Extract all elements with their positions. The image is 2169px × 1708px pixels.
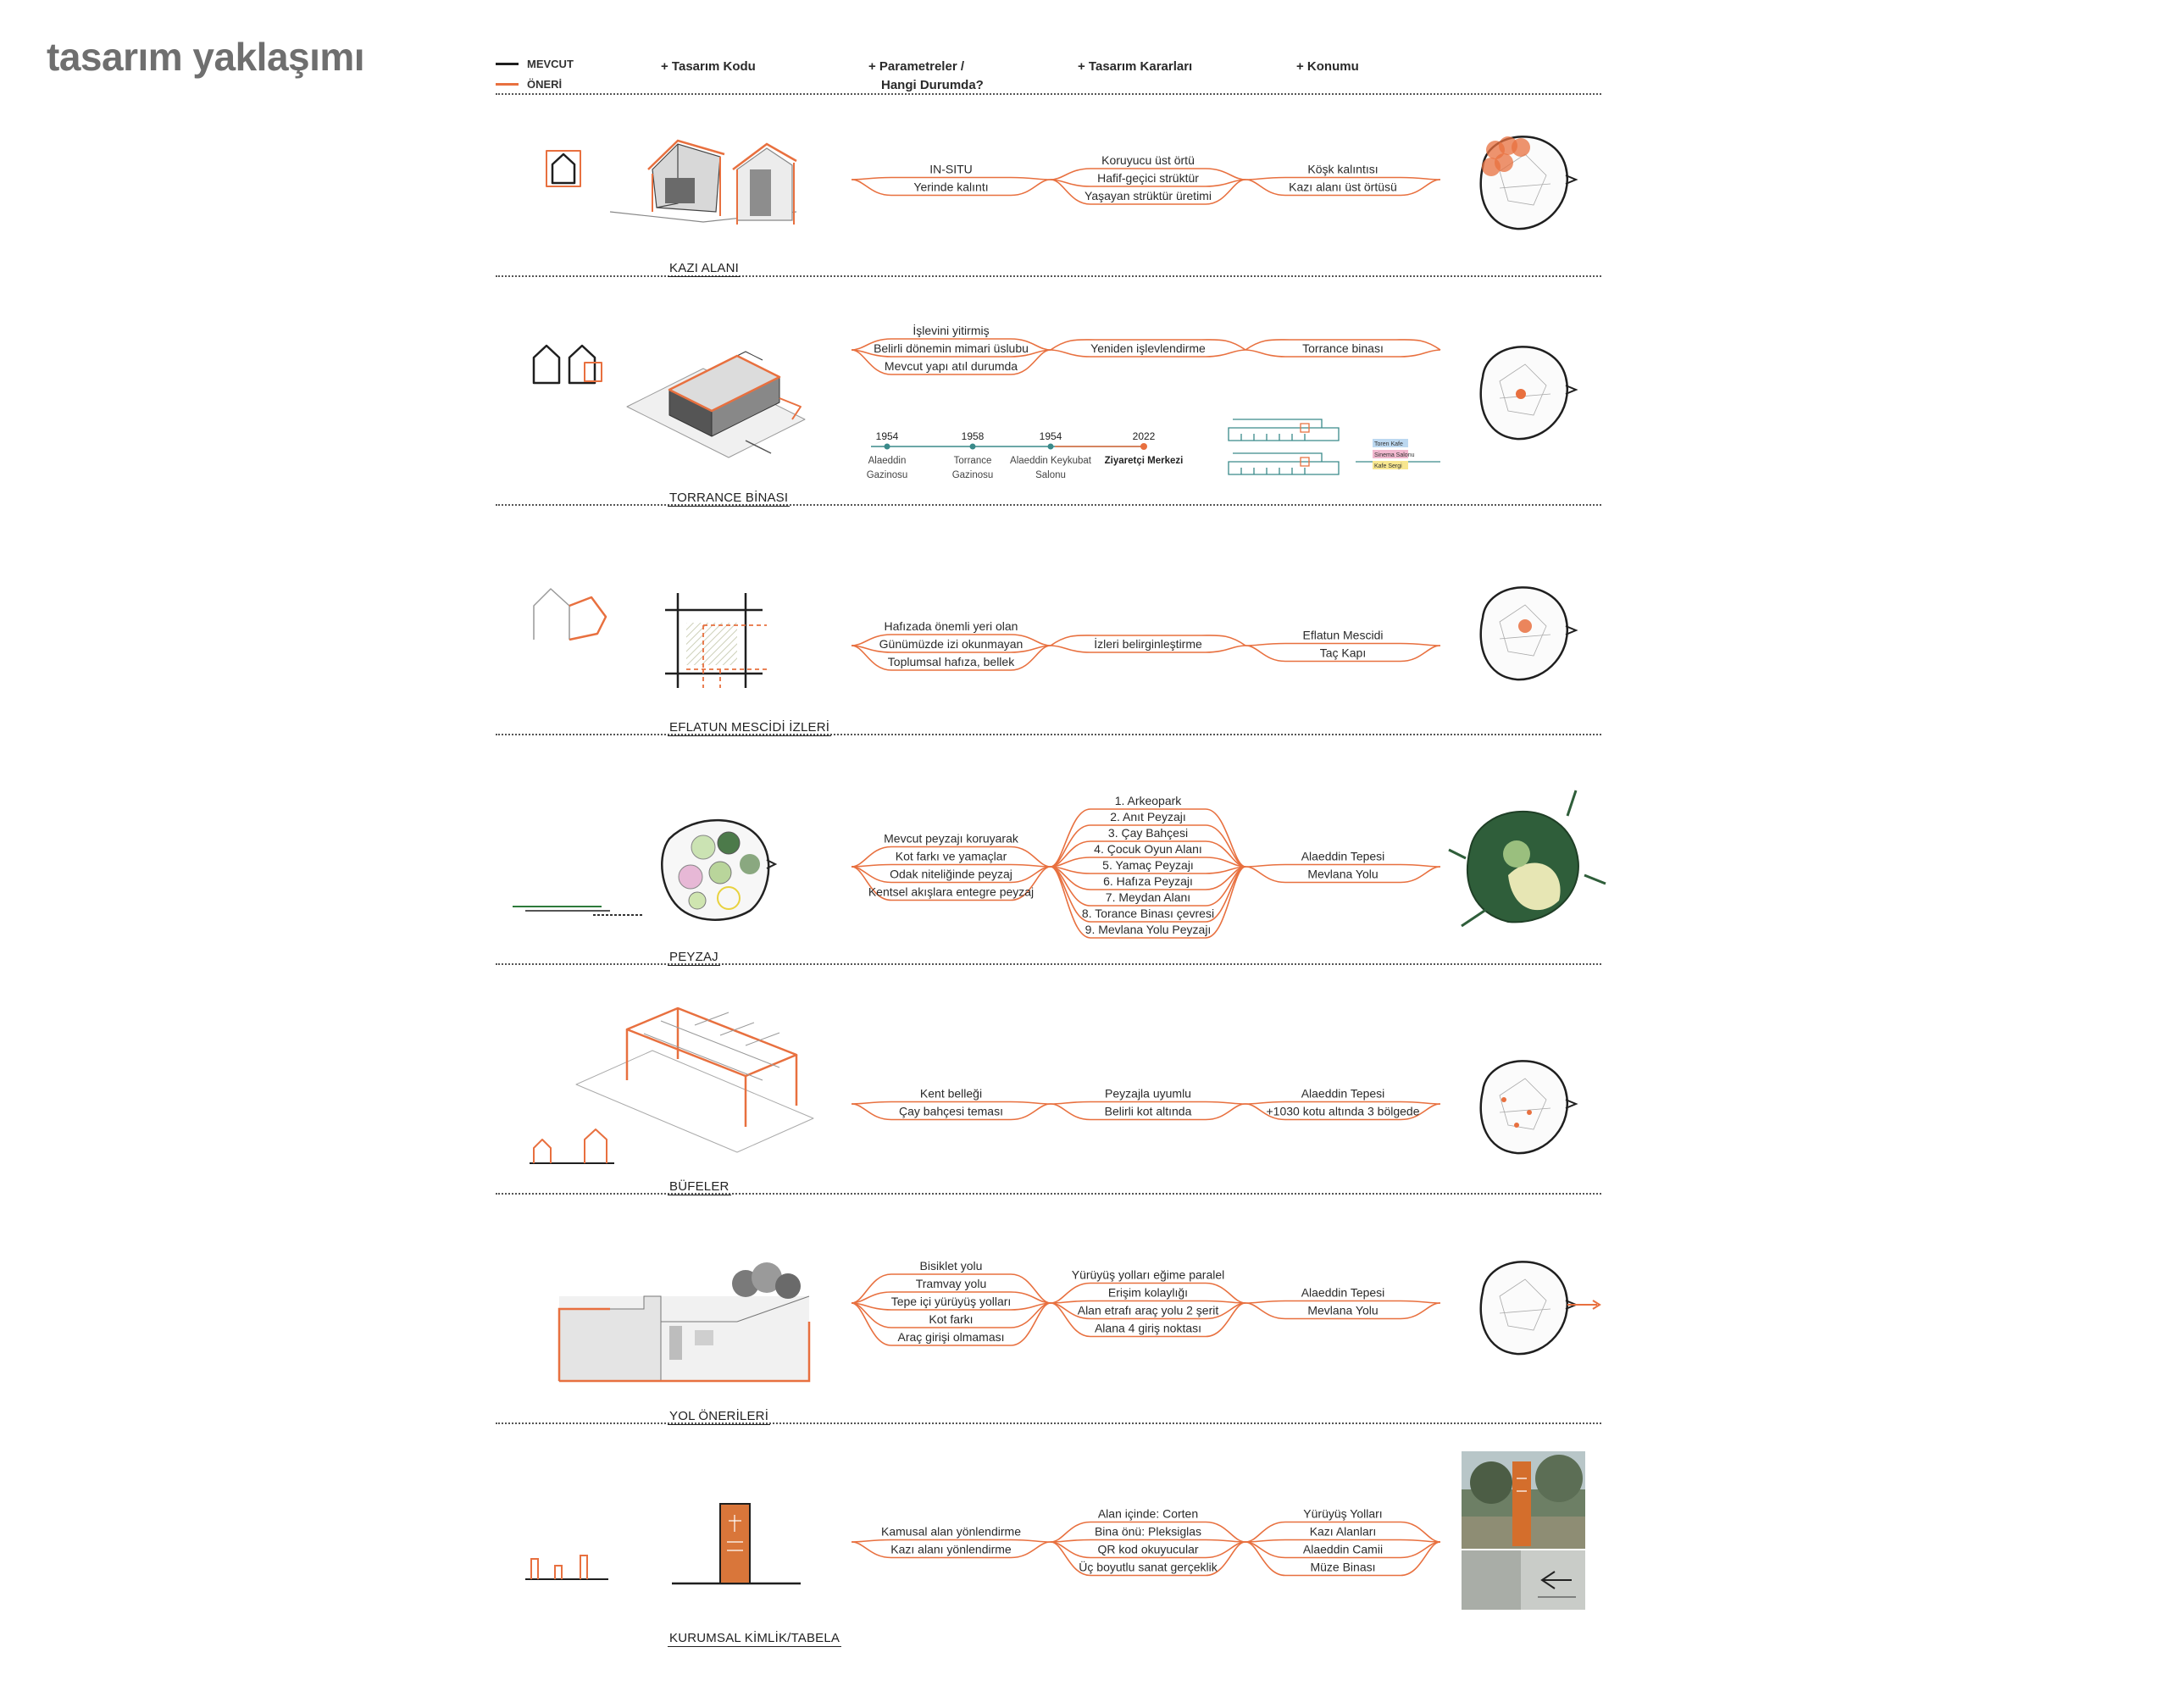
location-map: [1481, 587, 1576, 679]
flow-row: [852, 619, 1440, 670]
mini-legend-item: Sinema Salonu: [1374, 452, 1415, 458]
eflatun-code-icon: [534, 589, 606, 640]
location-label: Mevlana Yolu: [1307, 867, 1379, 881]
location-label: Yürüyüş Yolları: [1303, 1506, 1383, 1521]
flow-diagrams: [852, 153, 1440, 1576]
signage-totem-sketch: [672, 1504, 801, 1583]
decision-label: 8. Torance Binası çevresi: [1081, 907, 1215, 920]
legend-label-proposed: ÖNERİ: [527, 78, 563, 91]
column-header-decisions: + Tasarım Kararları: [1078, 59, 1193, 74]
timeline-name: Alaeddin: [868, 456, 907, 466]
timeline-name: Alaeddin Keykubat: [1010, 456, 1091, 466]
signage-photo-bottom: [1462, 1550, 1585, 1610]
parameter-label: Günümüzde izi okunmayan: [879, 637, 1023, 651]
page-title: tasarım yaklaşımı: [47, 35, 365, 79]
flow-row: [852, 323, 1440, 374]
flow-row: [852, 1259, 1440, 1345]
parameter-label: Tramvay yolu: [915, 1277, 987, 1290]
decision-label: Yürüyüş yolları eğime paralel: [1071, 1267, 1225, 1282]
parameter-label: Kent belleği: [919, 1086, 983, 1101]
location-label: Taç Kapı: [1319, 646, 1367, 660]
column-header-location: + Konumu: [1296, 59, 1359, 74]
decision-label: Koruyucu üst örtü: [1101, 153, 1195, 167]
decision-label: 7. Meydan Alanı: [1105, 890, 1191, 904]
parameter-label: Yerinde kalıntı: [913, 180, 989, 194]
decision-label: Peyzajla uyumlu: [1105, 1086, 1191, 1101]
parameter-label: Tepe içi yürüyüş yolları: [890, 1295, 1012, 1308]
decision-label: Alan içinde: Corten: [1097, 1506, 1199, 1521]
decision-label: Yaşayan strüktür üretimi: [1084, 189, 1212, 202]
decision-label: 3. Çay Bahçesi: [1107, 826, 1189, 840]
decision-label: Erişim kolaylığı: [1107, 1285, 1189, 1300]
timeline-name: Salonu: [1035, 470, 1066, 480]
location-label: Kazı alanı üst örtüsü: [1289, 180, 1397, 194]
parameter-label: Araç girişi olmaması: [897, 1330, 1005, 1344]
peyzaj-plan-sketch: [662, 820, 775, 920]
flow-row: [852, 1507, 1440, 1576]
location-label: Alaeddin Tepesi: [1301, 1086, 1385, 1101]
location-label: Alaeddin Tepesi: [1301, 849, 1385, 863]
location-map: [1449, 790, 1606, 926]
decision-label: Yeniden işlevlendirme: [1090, 341, 1206, 355]
decision-label: İzleri belirginleştirme: [1094, 637, 1202, 651]
location-label: +1030 kotu altında 3 bölgede: [1266, 1104, 1420, 1118]
flow-row: [852, 153, 1440, 204]
decision-label: Üç boyutlu sanat gerçeklik: [1079, 1560, 1218, 1574]
bufe-structure-sketch: [576, 1008, 813, 1152]
row-label-kazi-alani: KAZI ALANI: [669, 261, 740, 275]
decision-label: 4. Çocuk Oyun Alanı: [1094, 842, 1202, 856]
parameter-label: Kot farkı: [929, 1312, 974, 1326]
parameter-label: Kazı alanı yönlendirme: [890, 1542, 1012, 1556]
eflatun-plan-sketch: [665, 593, 767, 688]
location-label: Kazı Alanları: [1309, 1524, 1377, 1539]
parameter-label: Hafızada önemli yeri olan: [884, 619, 1018, 633]
location-label: Eflatun Mescidi: [1302, 628, 1384, 642]
column-header-design-code: + Tasarım Kodu: [661, 59, 756, 74]
location-map: [1481, 1262, 1600, 1354]
mini-legend-item: Toren Kafe: [1374, 441, 1403, 447]
row-label-peyzaj: PEYZAJ: [669, 950, 718, 964]
kazi-alani-code-icon: [546, 151, 580, 186]
parameter-label: Mevcut peyzajı koruyarak: [884, 831, 1018, 846]
row-label-yol: YOL ÖNERİLERİ: [669, 1409, 769, 1423]
parameter-label: Belirli dönemin mimari üslubu: [874, 341, 1029, 355]
column-header-parameters-line1: + Parametreler /: [868, 59, 964, 74]
timeline-name: Gazinosu: [866, 470, 908, 480]
torrance-mini-legend: [1373, 439, 1415, 469]
decision-label: Alana 4 giriş noktası: [1094, 1321, 1202, 1335]
road-section-sketch: [559, 1262, 809, 1381]
decision-label: 1. Arkeopark: [1114, 794, 1182, 807]
timeline-year: 1958: [961, 430, 985, 442]
timeline-name: Ziyaretçi Merkezi: [1104, 456, 1184, 466]
signage-photo-top: [1462, 1451, 1585, 1549]
flow-row: [852, 794, 1440, 938]
timeline-labels: [867, 430, 1184, 480]
flow-row: [852, 1087, 1440, 1120]
location-label: Alaeddin Camii: [1302, 1542, 1384, 1556]
parameter-label: Odak niteliğinde peyzaj: [890, 867, 1012, 881]
location-map: [1481, 1061, 1576, 1153]
decision-label: Alan etrafı araç yolu 2 şerit: [1077, 1303, 1219, 1317]
parameter-label: Kentsel akışlara entegre peyzaj: [868, 884, 1035, 899]
decision-label: Hafif-geçici strüktür: [1097, 171, 1199, 185]
timeline-year: 1954: [1039, 430, 1062, 442]
decision-label: 6. Hafıza Peyzajı: [1103, 874, 1193, 888]
torrance-timeline: [867, 430, 1184, 480]
mini-legend-item: Kafe Sergi: [1374, 463, 1402, 469]
torrance-code-icon: [534, 346, 602, 383]
row-label-eflatun: EFLATUN MESCİDİ İZLERİ: [669, 720, 830, 735]
location-maps: [1449, 136, 1606, 1354]
decision-label: Belirli kot altında: [1104, 1104, 1192, 1118]
location-map: [1481, 347, 1576, 439]
location-label: Mevlana Yolu: [1307, 1303, 1379, 1317]
parameter-label: İşlevini yitirmiş: [913, 324, 990, 337]
parameter-label: Kot farkı ve yamaçlar: [895, 849, 1007, 863]
legend-label-existing: MEVCUT: [527, 58, 574, 70]
location-label: Alaeddin Tepesi: [1301, 1285, 1385, 1300]
kazi-alani-shelter-sketch: [610, 141, 796, 225]
location-label: Torrance binası: [1302, 341, 1384, 355]
decision-label: Bina önü: Pleksiglas: [1094, 1524, 1202, 1539]
decision-label: 5. Yamaç Peyzajı: [1102, 858, 1194, 872]
row-label-torrance: TORRANCE BİNASI: [669, 491, 789, 505]
peyzaj-section-sketch: [513, 907, 644, 915]
torrance-section-sketch: [1229, 419, 1440, 474]
signage-code-icon: [525, 1556, 608, 1579]
row-label-tabela: KURUMSAL KİMLİK/TABELA: [669, 1631, 840, 1645]
decision-label: 2. Anıt Peyzajı: [1110, 810, 1186, 824]
column-header-parameters-line2: Hangi Durumda?: [881, 78, 984, 92]
parameter-label: IN-SITU: [929, 162, 973, 176]
timeline-year: 1954: [875, 430, 899, 442]
location-label: Müze Binası: [1310, 1560, 1376, 1574]
torrance-building-sketch: [627, 352, 805, 458]
bufe-code-icon: [530, 1129, 614, 1163]
timeline-name: Gazinosu: [951, 470, 994, 480]
parameter-label: Çay bahçesi teması: [899, 1104, 1003, 1118]
decision-label: 9. Mevlana Yolu Peyzajı: [1084, 923, 1212, 936]
parameter-label: Toplumsal hafıza, bellek: [887, 655, 1015, 668]
parameter-label: Bisiklet yolu: [919, 1259, 983, 1273]
row-label-bufeler: BÜFELER: [669, 1179, 729, 1194]
timeline-name: Torrance: [953, 456, 992, 466]
location-label: Köşk kalıntısı: [1307, 162, 1379, 176]
location-map: [1481, 136, 1576, 229]
timeline-year: 2022: [1132, 430, 1156, 442]
parameter-label: Kamusal alan yönlendirme: [881, 1524, 1021, 1539]
parameter-label: Mevcut yapı atıl durumda: [884, 359, 1018, 373]
decision-label: QR kod okuyucular: [1097, 1542, 1199, 1556]
